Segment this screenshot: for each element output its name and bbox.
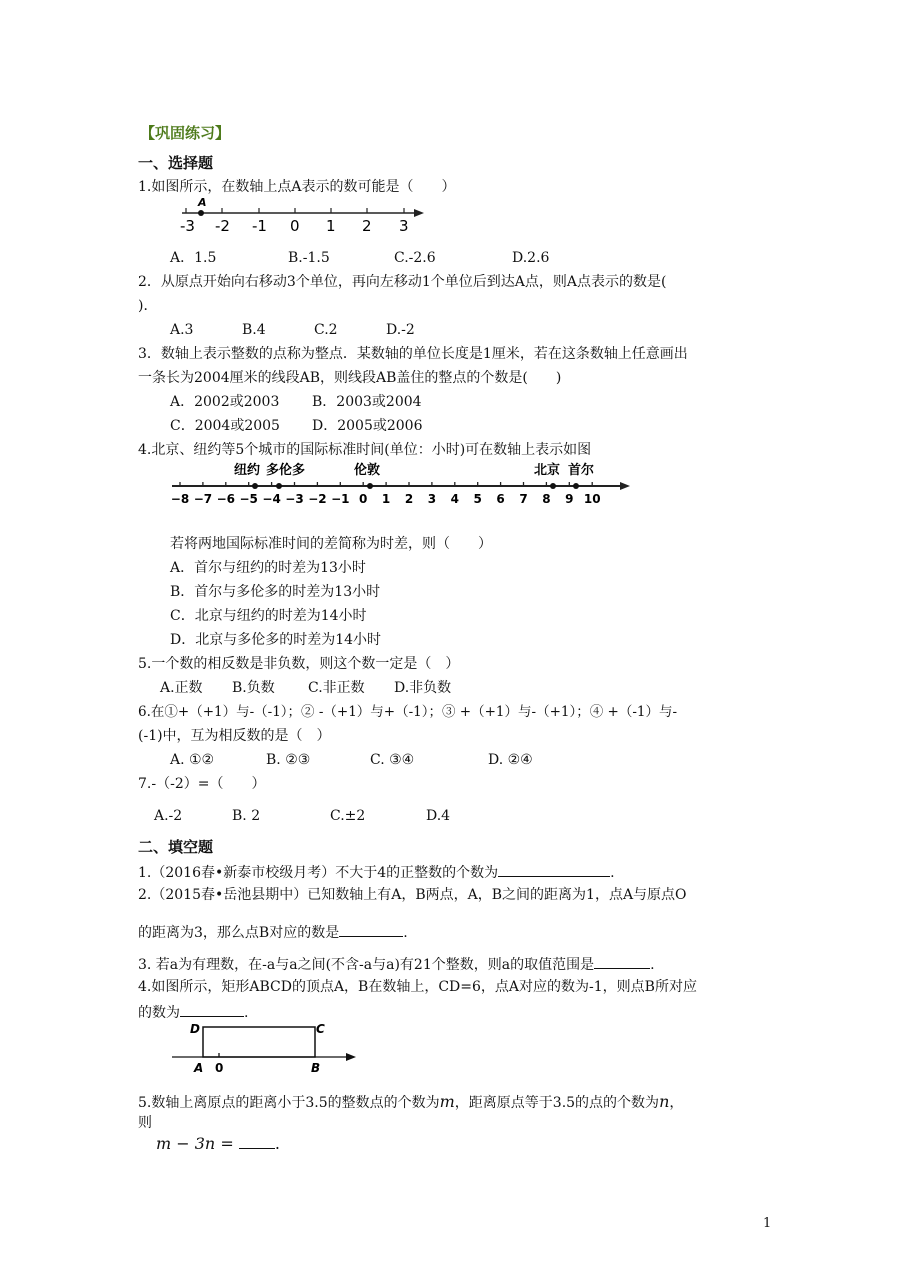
q2-stem-line2: )． [138, 298, 158, 314]
fill-q5-text-b: ，距离原点等于3.5的点的个数为 [454, 1095, 660, 1111]
q1-axis-label: 3 [399, 217, 409, 235]
q3-option-a: A．2002或2003 [170, 394, 280, 410]
q4-tick-label: 0 [359, 492, 368, 506]
fill-q1 [138, 862, 615, 882]
q3-option-c: C．2004或2005 [170, 418, 280, 434]
fill-q1-blank[interactable] [498, 862, 610, 877]
q4-tick-label: −8 [170, 492, 190, 506]
part1-heading: 一、选择题 [138, 154, 214, 172]
fill-q2-line2 [138, 922, 408, 942]
fill-q2-end: . [403, 925, 408, 941]
q1-number-line [170, 196, 430, 236]
fill-q2-text: 的距离为3，那么点B对应的数是 [138, 925, 340, 941]
q6-option-a: A. ①② [170, 752, 215, 768]
page-number: 1 [763, 1216, 772, 1231]
q4-tick-label: 9 [565, 492, 574, 506]
q4-city-label: 北京 [534, 463, 561, 478]
q4-tick-label: 8 [542, 492, 551, 506]
q7-option-c: C.±2 [330, 808, 366, 824]
q4-number-line [168, 458, 638, 508]
q5-option-a: A.正数 [160, 680, 203, 696]
q6-option-c: C. ③④ [370, 752, 415, 768]
fill-q4-line2 [138, 1002, 248, 1022]
q1-option-a: A．1.5 [170, 250, 217, 266]
fill-q3-blank[interactable] [594, 954, 650, 969]
q6-stem-line2: (-1)中，互为相反数的是（ ） [138, 728, 331, 744]
fill-q1-text: 1.（2016春•新泰市校级月考）不大于4的正整数的个数为 [138, 865, 499, 881]
q1-axis-label: -2 [215, 217, 230, 235]
q4-tick-label: 2 [404, 492, 414, 506]
q4-point-toronto [276, 483, 282, 489]
part2-heading: 二、填空题 [138, 838, 214, 856]
q4-option-b: B．首尔与多伦多的时差为13小时 [170, 584, 381, 600]
label-b: B [311, 1061, 321, 1075]
q4-city-label: 多伦多 [266, 463, 306, 478]
fill-q4-end: . [244, 1005, 249, 1021]
q4-option-d: D．北京与多伦多的时差为14小时 [170, 632, 382, 648]
q3-stem-line1: 3．数轴上表示整数的点称为整点．某数轴的单位长度是1厘米，若在这条数轴上任意画出 [138, 346, 688, 362]
q4-tick-label: 5 [473, 492, 482, 506]
q4-tick-label: 4 [450, 492, 459, 506]
q4-tick-label: −7 [193, 492, 213, 506]
fill-q3-end: . [650, 957, 655, 973]
q6-option-b: B. ②③ [266, 752, 311, 768]
fill-q5-text-a: 5.数轴上离原点的距离小于3.5的整数点的个数为 [138, 1095, 440, 1111]
var-m: m [439, 1092, 455, 1111]
q7-stem: 7.-（-2）=（ ） [138, 776, 266, 792]
q4-tick-label: 3 [427, 492, 437, 506]
q1-axis-label: 0 [290, 217, 300, 235]
fill-q5-line2: 则 [138, 1115, 152, 1131]
fill-q1-end: . [610, 865, 615, 881]
q1-option-b: B.-1.5 [288, 250, 330, 266]
q5-option-d: D.非负数 [394, 680, 452, 696]
label-o: 0 [215, 1061, 224, 1075]
section-title: 【巩固练习】 [140, 124, 231, 142]
q1-point-a [198, 210, 204, 216]
q2-option-a: A.3 [170, 322, 194, 338]
q1-axis-label: 2 [362, 217, 372, 235]
q7-option-d: D.4 [426, 808, 451, 824]
q1-axis-label: 1 [326, 217, 336, 235]
q6-stem-line1: 6.在①+（+1）与-（-1）；② -（+1）与+（-1）；③ +（+1）与-（+1）；④ +（-1）与- [138, 704, 678, 720]
q4-tick-label: −4 [262, 492, 281, 506]
var-n: n [659, 1092, 670, 1111]
q3-option-b: B．2003或2004 [312, 394, 422, 410]
q4-tick-label: 7 [519, 492, 528, 506]
q4-point-london [367, 483, 373, 489]
label-c: C [316, 1022, 325, 1036]
q4-tick-label: −6 [216, 492, 236, 506]
q3-option-d: D．2005或2006 [312, 418, 423, 434]
q4-option-a: A．首尔与纽约的时差为13小时 [170, 560, 366, 576]
q4-follow: 若将两地国际标准时间的差简称为时差，则（ ） [170, 536, 492, 552]
fill-q4-line1: 4.如图所示，矩形ABCD的顶点A，B在数轴上，CD=6，点A对应的数为-1，则点B所对应 [138, 979, 697, 995]
fill-q3 [138, 954, 655, 974]
fill-q5-end: . [274, 1134, 280, 1153]
fill-q3-text: 3. 若a为有理数，在-a与a之间(不含-a与a)有21个整数，则a的取值范围是 [138, 957, 595, 973]
q4-tick-label: −5 [239, 492, 258, 506]
fill-q2-blank[interactable] [339, 922, 403, 937]
fill-q4-blank[interactable] [180, 1002, 244, 1017]
q4-point-new-york [252, 483, 258, 489]
fill-q5-blank[interactable] [239, 1134, 275, 1149]
q4-city-label: 首尔 [568, 463, 595, 478]
q1-option-c: C.-2.6 [394, 250, 436, 266]
q4-tick-label: 1 [381, 492, 391, 506]
q4-option-c: C．北京与纽约的时差为14小时 [170, 608, 367, 624]
q1-axis-label: -1 [252, 217, 267, 235]
q4-tick-label: 10 [583, 492, 601, 506]
q6-option-d: D. ②④ [488, 752, 533, 768]
q2-stem-line1: 2．从原点开始向右移动3个单位，再向左移动1个单位后到达A点，则A点表示的数是( [138, 274, 667, 290]
q5-option-c: C.非正数 [308, 680, 365, 696]
q1-point-a-label: A [198, 196, 207, 209]
q4-tick-label: −1 [331, 492, 350, 506]
fill-q4-rectangle-figure [170, 1021, 370, 1077]
fill-q5-text-c: ， [669, 1095, 684, 1111]
fill-q5-formula: m − 3n = [156, 1134, 234, 1153]
q4-tick-label: 6 [496, 492, 505, 506]
q4-tick-label: −2 [308, 492, 327, 506]
q5-option-b: B.负数 [232, 680, 275, 696]
q4-tick-label: −3 [285, 492, 304, 506]
q4-point-seoul [573, 483, 579, 489]
label-a: A [194, 1061, 204, 1075]
fill-q5-line1 [138, 1093, 683, 1112]
q7-option-b: B. 2 [232, 808, 261, 824]
q1-stem: 1.如图所示，在数轴上点A表示的数可能是（ ） [138, 179, 456, 195]
q4-city-label: 伦敦 [354, 463, 381, 478]
label-d: D [190, 1022, 200, 1036]
rectangle-abcd [203, 1027, 315, 1057]
q5-stem: 5.一个数的相反数是非负数，则这个数一定是（ ） [138, 656, 460, 672]
q4-stem: 4.北京、纽约等5个城市的国际标准时间(单位：小时)可在数轴上表示如图 [138, 442, 592, 458]
fill-q2-line1: 2.（2015春•岳池县期中）已知数轴上有A，B两点，A，B之间的距离为1，点A与原点O [138, 887, 687, 903]
q1-axis-label: -3 [180, 217, 195, 235]
q1-option-d: D.2.6 [512, 250, 550, 266]
q3-stem-line2: 一条长为2004厘米的线段AB，则线段AB盖住的整点的个数是( ) [138, 370, 562, 386]
q2-option-c: C.2 [314, 322, 338, 338]
q7-option-a: A.-2 [154, 808, 183, 824]
fill-q4-text: 的数为 [138, 1005, 180, 1021]
q2-option-b: B.4 [242, 322, 266, 338]
q2-option-d: D.-2 [386, 322, 415, 338]
q4-point-beijing [550, 483, 556, 489]
q4-city-label: 纽约 [234, 463, 261, 478]
fill-q5-formula-line [156, 1134, 280, 1153]
